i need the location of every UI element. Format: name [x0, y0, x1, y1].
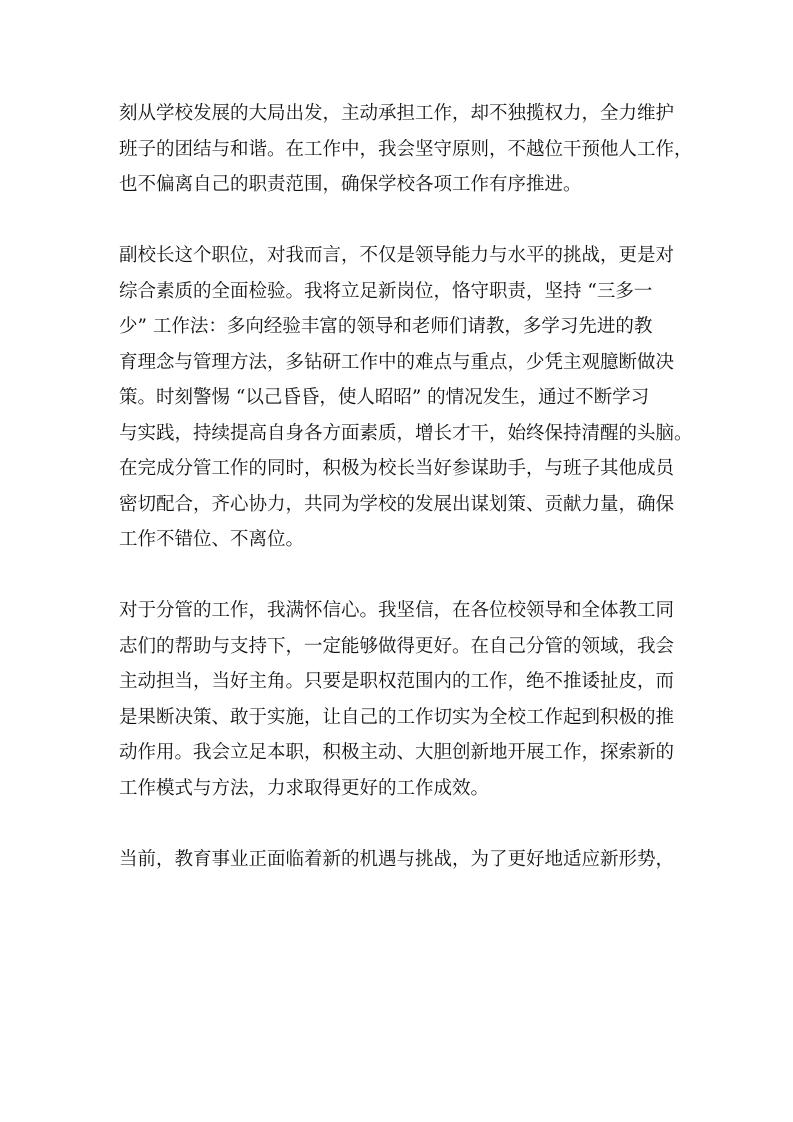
- text-line: 工作模式与方法，力求取得更好的工作成效。: [119, 777, 490, 799]
- text-line: 当前，教育事业正面临着新的机遇与挑战，为了更好地适应新形势，: [119, 848, 675, 870]
- text-line: 班子的团结与和谐。在工作中，我会坚守原则，不越位干预他人工作，: [119, 138, 693, 160]
- text-line: 主动担当，当好主角。只要是职权范围内的工作，绝不推诿扯皮，而: [119, 671, 675, 692]
- paragraph-4: [119, 842, 679, 878]
- paragraph-spacer: [119, 558, 679, 594]
- text-line: 对于分管的工作，我满怀信心。我坚信，在各位校领导和全体教工同: [119, 600, 675, 621]
- text-line: 育理念与管理方法，多钻研工作中的难点与重点，少凭主观臆断做决: [119, 351, 675, 373]
- text-line: 综合素质的全面检验。我将立足新岗位，恪守职责，坚持 “三多一: [119, 280, 653, 302]
- text-line: 与实践，持续提高自身各方面素质，增长才干，始终保持清醒的头脑。: [119, 422, 693, 444]
- text-line: 策。时刻警惕 “以己昏昏，使人昭昭” 的情况发生，通过不断学习: [119, 387, 650, 408]
- paragraph-spacer: [119, 806, 679, 842]
- text-line: 是果断决策、敢于实施，让自己的工作切实为全校工作起到积极的推: [119, 706, 675, 728]
- text-line: 志们的帮助与支持下，一定能够做得更好。在自己分管的领域，我会: [119, 635, 675, 657]
- text-line: 密切配合，齐心协力，共同为学校的发展出谋划策、贡献力量，确保: [119, 493, 675, 515]
- paragraph-spacer: [119, 203, 679, 239]
- paragraph-1: [119, 96, 693, 203]
- document-body: [119, 96, 693, 877]
- paragraph-2: [119, 238, 693, 558]
- text-line: 副校长这个职位，对我而言，不仅是领导能力与水平的挑战，更是对: [119, 245, 675, 266]
- text-line: 工作不错位、不离位。: [119, 529, 305, 550]
- text-line: 也不偏离自己的职责范围，确保学校各项工作有序推进。: [119, 174, 582, 195]
- text-line: 动作用。我会立足本职，积极主动、大胆创新地开展工作，探索新的: [119, 742, 675, 763]
- text-line: 刻从学校发展的大局出发，主动承担工作，却不独揽权力，全力维护: [119, 103, 675, 124]
- text-line: 少” 工作法：多向经验丰富的领导和老师们请教，多学习先进的教: [119, 316, 653, 337]
- paragraph-3: [119, 593, 679, 806]
- text-line: 在完成分管工作的同时，积极为校长当好参谋助手，与班子其他成员: [119, 458, 675, 479]
